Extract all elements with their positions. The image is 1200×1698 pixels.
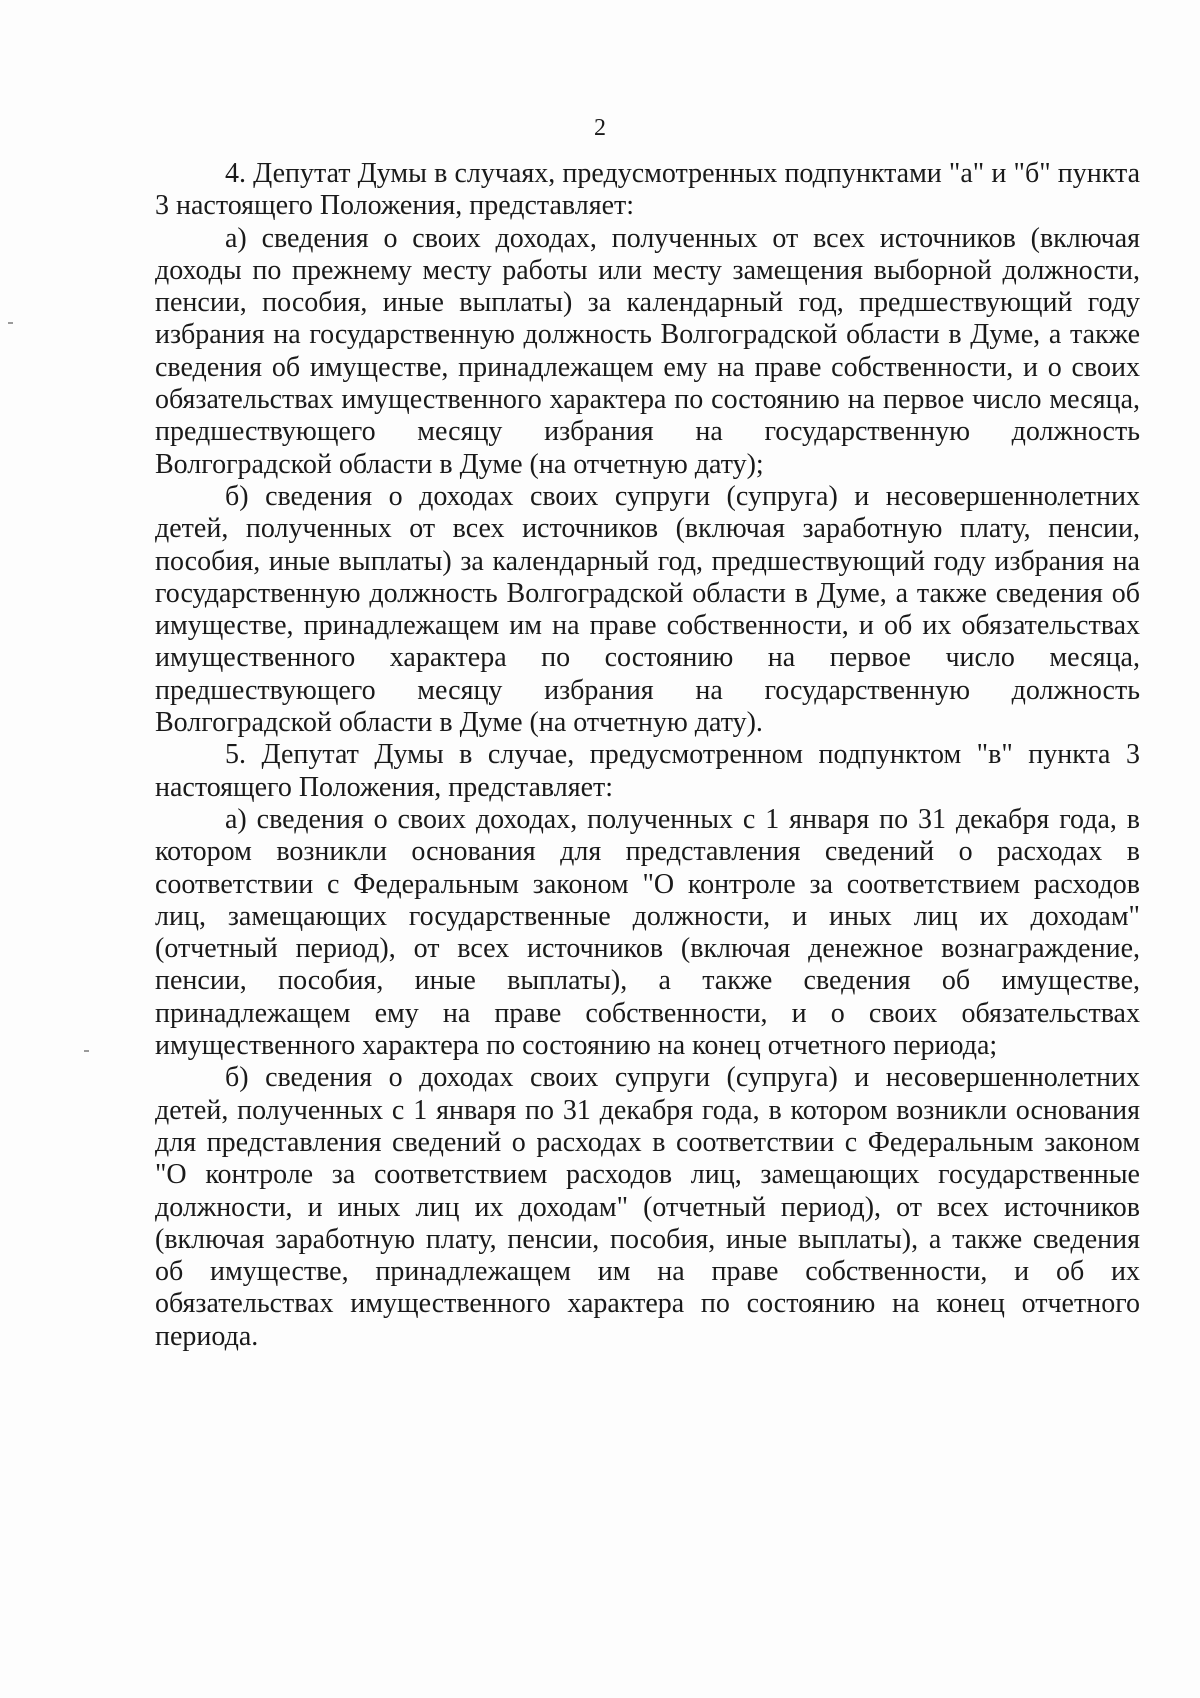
scan-speck bbox=[8, 322, 13, 324]
document-body bbox=[155, 158, 1140, 1353]
scan-speck bbox=[84, 1050, 89, 1052]
paragraph-4: 4. Депутат Думы в случаях, предусмотренных подпунктами "а" и "б" пункта 3 настоящего Положения, представляет: bbox=[155, 158, 1140, 222]
page-number: 2 bbox=[594, 115, 606, 141]
paragraph-5: 5. Депутат Думы в случае, предусмотренном подпунктом "в" пункта 3 настоящего Положения, представляет: bbox=[155, 739, 1140, 803]
paragraph-5b: б) сведения о доходах своих супруги (супруга) и несовершеннолетних детей, полученных с 1 января по 31 декабря года, в котором возникли основания для представления сведений о расходах в соответствии с Федеральным законом "О контроле за соответствием расходов лиц, замещающих государственные должности, и иных лиц их доходам" (отчетный период), от всех источников (включая заработную плату, пенсии, пособия, иные выплаты), а также сведения об имуществе, принадлежащем им на праве собственности, и об их обязательствах имущественного характера по состоянию на конец отчетного периода. bbox=[155, 1062, 1140, 1352]
paragraph-5a: а) сведения о своих доходах, полученных с 1 января по 31 декабря года, в котором возникли основания для представления сведений о расходах в соответствии с Федеральным законом "О контроле за соответствием расходов лиц, замещающих государственные должности, и иных лиц их доходам" (отчетный период), от всех источников (включая денежное вознаграждение, пенсии, пособия, иные выплаты), а также сведения об имуществе, принадлежащем ему на праве собственности, и о своих обязательствах имущественного характера по состоянию на конец отчетного периода; bbox=[155, 803, 1140, 1062]
paragraph-4a: а) сведения о своих доходах, полученных от всех источников (включая доходы по прежнему месту работы или месту замещения выборной должности, пенсии, пособия, иные выплаты) за календарный год, предшествующий году избрания на государственную должность Волгоградской области в Думе, а также сведения об имуществе, принадлежащем ему на праве собственности, и о своих обязательствах имущественного характера по состоянию на первое число месяца, предшествующего месяцу избрания на государственную должность Волгоградской области в Думе (на отчетную дату); bbox=[155, 222, 1140, 480]
paragraph-4b: б) сведения о доходах своих супруги (супруга) и несовершеннолетних детей, полученных от всех источников (включая заработную плату, пенсии, пособия, иные выплаты) за календарный год, предшествующий году избрания на государственную должность Волгоградской области в Думе, а также сведения об имуществе, принадлежащем им на праве собственности, и об их обязательствах имущественного характера по состоянию на первое число месяца, предшествующего месяцу избрания на государственную должность Волгоградской области в Думе (на отчетную дату). bbox=[155, 480, 1140, 739]
